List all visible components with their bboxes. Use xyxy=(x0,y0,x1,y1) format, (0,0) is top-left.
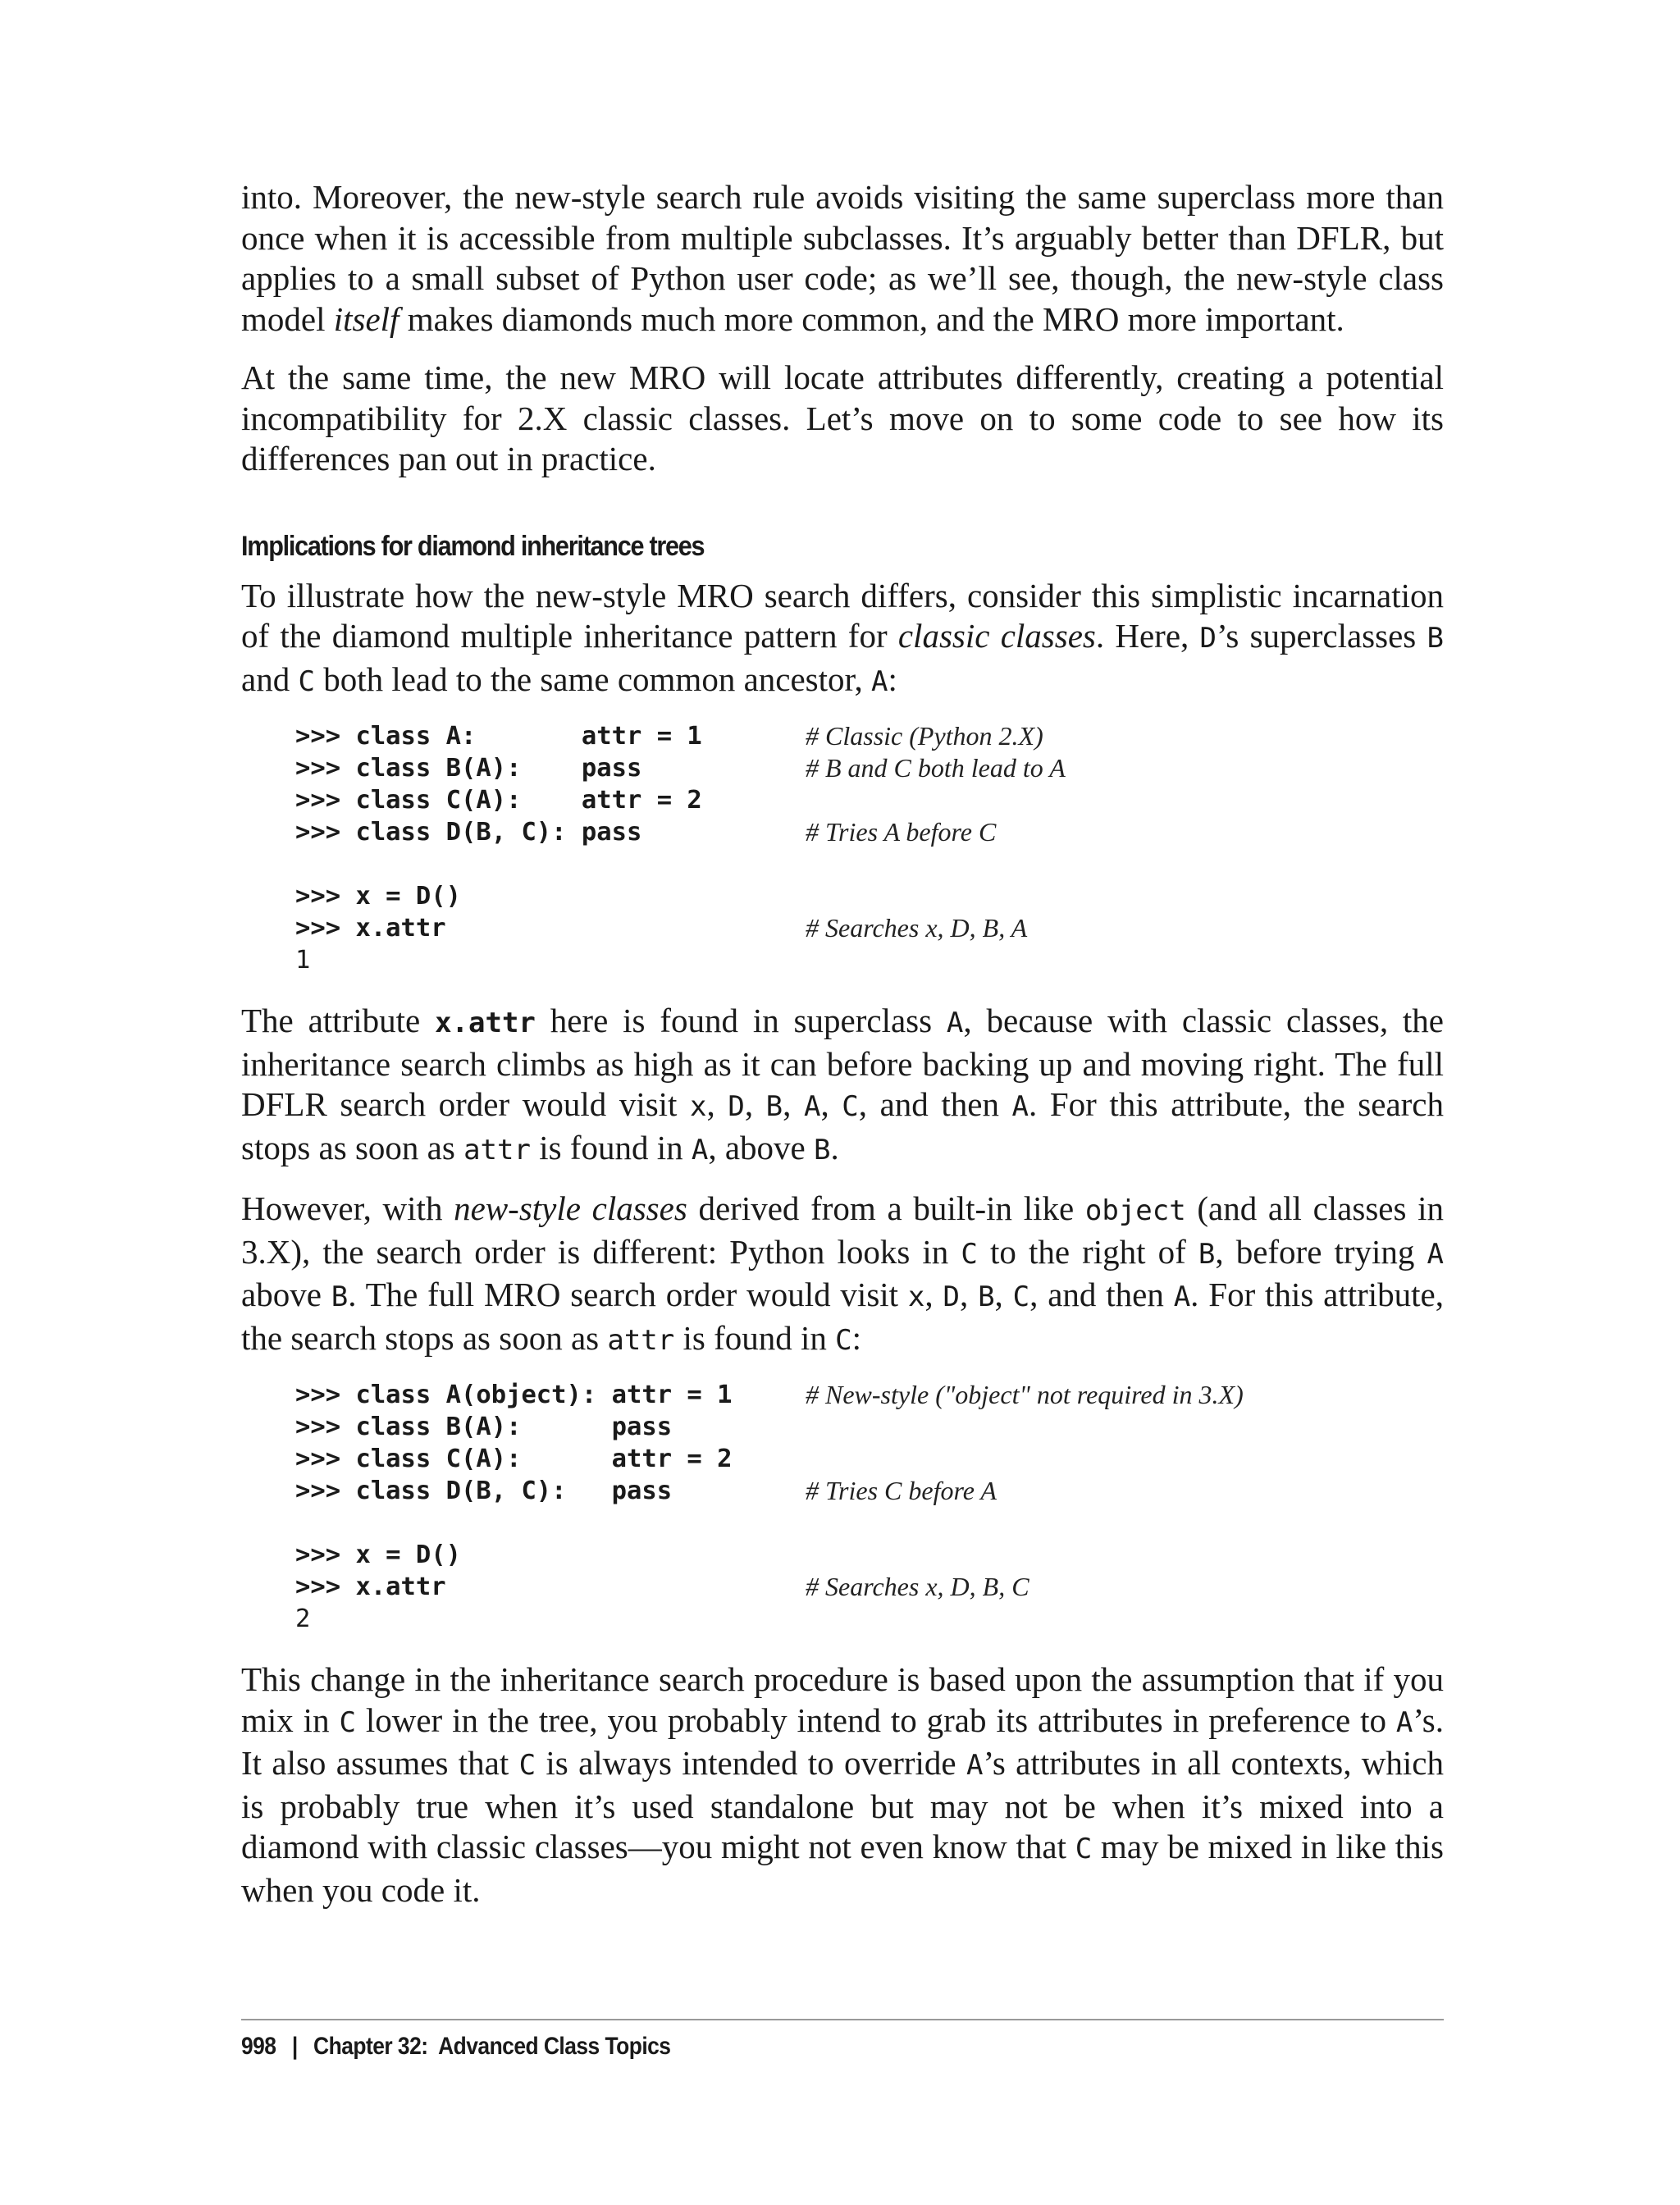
code-line: >>> class B(A): pass xyxy=(295,1413,673,1441)
code-line: >>> class C(A): attr = 2 xyxy=(295,1445,733,1473)
paragraph-1: into. Moreover, the new-style search rule avoids visiting the same superclass more than once when it is accessible from multiple subclasses. It’s arguably better than DFLR, but applies to a small subset of Python user code; as we’ll see, though, the new-style class model itself makes diamonds much more common, and the MRO more important. xyxy=(241,178,1444,338)
section-heading: Implications for diamond inheritance trees xyxy=(241,530,705,562)
code-line: >>> class A: attr = 1 # Classic (Python 2.X) xyxy=(295,721,1043,751)
code-line: >>> class A(object): attr = 1 # New-style ("object" not required in 3.X) xyxy=(295,1380,1244,1409)
code-line: >>> x.attr # Searches x, D, B, C xyxy=(295,1572,1029,1601)
paragraph-2: At the same time, the new MRO will locate attributes differently, creating a potential incompatibility for 2.X classic classes. Let’s move on to some code to see how its differences pan out in practice. xyxy=(241,358,1444,477)
code-block-new-style xyxy=(295,1379,1444,1635)
code-block-classic xyxy=(295,720,1444,976)
page-number: 998 xyxy=(241,2033,276,2060)
page-footer xyxy=(241,2033,670,2061)
footer-divider xyxy=(241,2019,1444,2020)
chapter-title: Chapter 32: Advanced Class Topics xyxy=(313,2033,671,2060)
paragraph-5: However, with new-style classes derived from a built-in like object (and all classes in 3.X), the search order is different: Python looks in C to the right of B, before trying A above B. The full MRO search order would visit x, D, B, C, and then A. For this attribute, the search stops as soon as attr is found in C: xyxy=(241,1189,1445,1357)
code-blank-line xyxy=(295,1507,1444,1539)
footer-separator: | xyxy=(291,2033,298,2060)
code-blank-line xyxy=(295,848,1444,880)
paragraph-3: To illustrate how the new-style MRO search differs, consider this simplistic incarnation of the diamond multiple inheritance pattern for classic classes. Here, D’s superclasses B and C both lead to the same common ancestor, A: xyxy=(241,576,1444,698)
code-line: >>> class D(B, C): pass # Tries A before C xyxy=(295,817,997,847)
code-line: >>> class C(A): attr = 2 xyxy=(295,786,702,815)
code-line: >>> x = D() xyxy=(295,1541,461,1569)
page-content xyxy=(241,177,1444,1929)
paragraph-4: The attribute x.attr here is found in superclass A, because with classic classes, the inheritance search climbs as high as it can before backing up and moving right. The full DFLR search order would visit x, D, B, A, C, and then A. For this attribute, the search stops as soon as attr is found in A, above B. xyxy=(241,1002,1445,1166)
code-line: >>> x = D() xyxy=(295,882,461,911)
code-output-line: 2 xyxy=(295,1605,311,1633)
code-line: >>> x.attr # Searches x, D, B, A xyxy=(295,913,1028,943)
code-line: >>> class B(A): pass # B and C both lead to A xyxy=(295,753,1066,783)
code-line: >>> class D(B, C): pass # Tries C before A xyxy=(295,1476,997,1505)
code-output-line: 1 xyxy=(295,946,311,975)
paragraph-6: This change in the inheritance search procedure is based upon the assumption that if you mix in C lower in the tree, you probably intend to grab its attributes in preference to A’s. It also assumes that C is always intended to override A’s attributes in all contexts, which is probably true when it’s used standalone but may not be when it’s mixed into a diamond with classic classes—you might not even know that C may be mixed in like this when you code it. xyxy=(241,1660,1444,1909)
